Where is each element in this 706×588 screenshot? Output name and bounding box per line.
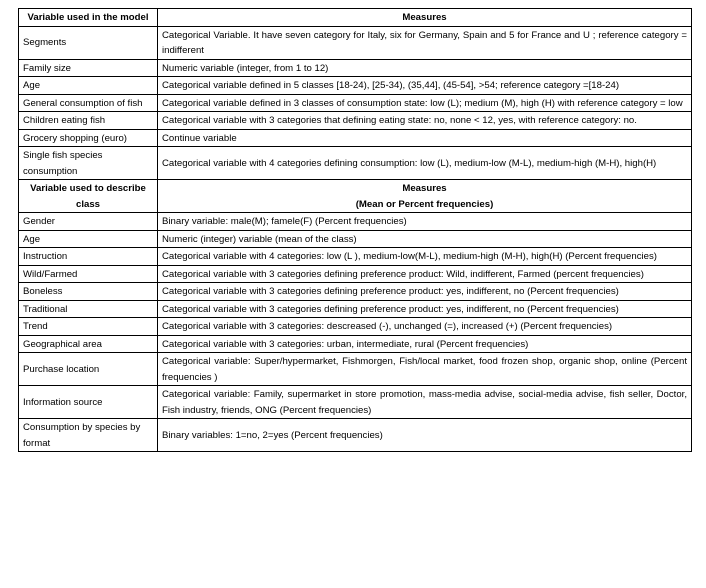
measure-cell: Categorical variable defined in 3 classes of consumption state: low (L); medium (M), high (H) with reference category = low [158, 94, 692, 112]
variable-cell: Boneless [19, 283, 158, 301]
table-row [19, 283, 692, 301]
variable-cell: Gender [19, 213, 158, 231]
table-row [19, 248, 692, 266]
variable-cell: Geographical area [19, 335, 158, 353]
table-row [19, 335, 692, 353]
measure-cell: Categorical variable with 3 categories defining preference product: yes, indifferent, no (Percent frequencies) [158, 283, 692, 301]
variable-cell: Wild/Farmed [19, 265, 158, 283]
table-row [19, 129, 692, 147]
table-row [19, 213, 692, 231]
header-measures-line2: (Mean or Percent frequencies) [355, 198, 494, 210]
table-row [19, 419, 692, 452]
header-row-model [19, 9, 692, 27]
variable-cell: Family size [19, 59, 158, 77]
measure-cell: Numeric (integer) variable (mean of the class) [158, 230, 692, 248]
table-row [19, 353, 692, 386]
table-row [19, 94, 692, 112]
variable-cell: Traditional [19, 300, 158, 318]
variable-cell: Trend [19, 318, 158, 336]
table-row [19, 59, 692, 77]
header-measures: Measures [158, 9, 692, 27]
table-row [19, 265, 692, 283]
variable-cell: Purchase location [19, 353, 158, 386]
header-variable-model: Variable used in the model [19, 9, 158, 27]
measure-cell: Categorical Variable. It have seven category for Italy, six for Germany, Spain and 5 for France and U ; reference category = indifferent [158, 26, 692, 59]
table-row [19, 26, 692, 59]
measure-cell: Categorical variable: Family, supermarket in store promotion, mass-media advise, social-media advise, fish seller, Doctor, Fish industry, friends, ONG (Percent frequencies) [158, 386, 692, 419]
measure-cell: Binary variables: 1=no, 2=yes (Percent frequencies) [158, 419, 692, 452]
measure-cell: Categorical variable with 4 categories defining consumption: low (L), medium-low (M-L), medium-high (M-H), high(H) [158, 147, 692, 180]
header-variable-class: Variable used to describe class [19, 180, 158, 213]
header-measures-class [158, 180, 692, 213]
variable-cell: Single fish species consumption [19, 147, 158, 180]
header-measures-line1: Measures [402, 183, 447, 194]
table-row [19, 230, 692, 248]
measure-cell: Continue variable [158, 129, 692, 147]
variable-cell: Age [19, 230, 158, 248]
table-row [19, 112, 692, 130]
variable-cell: Grocery shopping (euro) [19, 129, 158, 147]
measure-cell: Categorical variable with 3 categories: urban, intermediate, rural (Percent frequencies) [158, 335, 692, 353]
measure-cell: Categorical variable with 3 categories that defining eating state: no, none < 12, yes, with reference category: no. [158, 112, 692, 130]
table-row [19, 300, 692, 318]
header-row-class [19, 180, 692, 213]
variable-cell: Segments [19, 26, 158, 59]
table-row [19, 77, 692, 95]
table-row [19, 318, 692, 336]
measure-cell: Categorical variable: Super/hypermarket, Fishmorgen, Fish/local market, food frozen shop, organic shop, online (Percent frequencies ) [158, 353, 692, 386]
variable-cell: Instruction [19, 248, 158, 266]
table-row [19, 386, 692, 419]
variable-cell: Information source [19, 386, 158, 419]
variable-cell: Children eating fish [19, 112, 158, 130]
variables-table [18, 8, 692, 452]
table-row [19, 147, 692, 180]
measure-cell: Binary variable: male(M); famele(F) (Percent frequencies) [158, 213, 692, 231]
variable-cell: General consumption of fish [19, 94, 158, 112]
variable-cell: Consumption by species by format [19, 419, 158, 452]
measure-cell: Categorical variable with 4 categories: low (L ), medium-low(M-L), medium-high (M-H), high(H) (Percent frequencies) [158, 248, 692, 266]
measure-cell: Categorical variable defined in 5 classes [18-24), [25-34), (35,44], (45-54], >54; reference category =[18-24) [158, 77, 692, 95]
variable-cell: Age [19, 77, 158, 95]
measure-cell: Categorical variable with 3 categories defining preference product: Wild, indifferent, Farmed (percent frequencies) [158, 265, 692, 283]
variables-table-container [18, 8, 692, 452]
measure-cell: Categorical variable with 3 categories: descreased (-), unchanged (=), increased (+) (Percent frequencies) [158, 318, 692, 336]
measure-cell: Numeric variable (integer, from 1 to 12) [158, 59, 692, 77]
measure-cell: Categorical variable with 3 categories defining preference product: yes, indifferent, no (Percent frequencies) [158, 300, 692, 318]
